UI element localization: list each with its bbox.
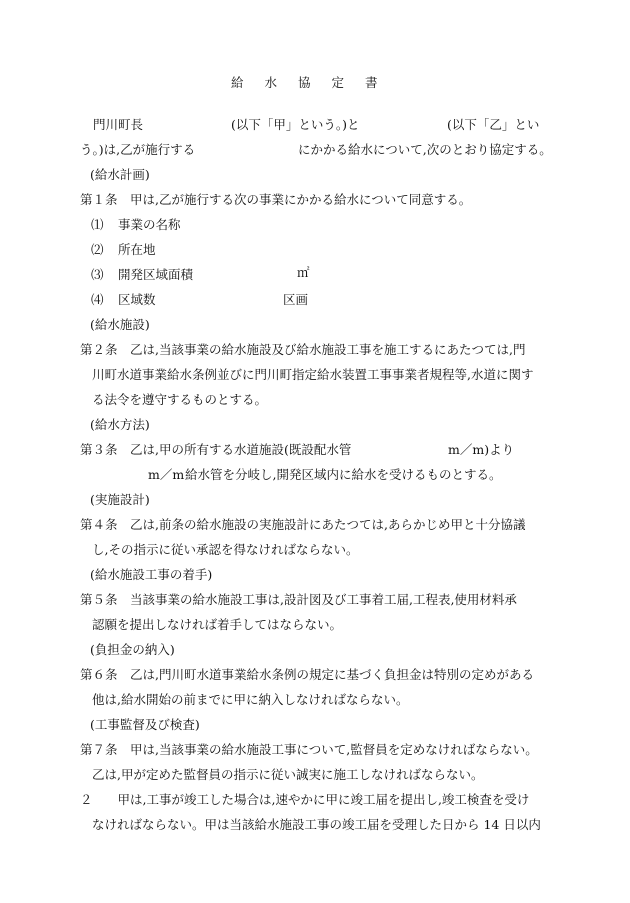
article1-item2-label: 所在地 bbox=[118, 242, 156, 257]
article1-line1: 第１条 甲は,乙が施行する次の事業にかかる給水について同意する。 bbox=[80, 192, 472, 207]
article3-line2-text: 給水管を分岐し,開発区域内に給水を受けるものとする。 bbox=[185, 467, 502, 482]
intro-alias-a: (以下「甲」という。)と bbox=[231, 117, 360, 132]
article1-item4-unit: 区画 bbox=[283, 292, 309, 307]
article7-p2-line2: なければならない。甲は当該給水施設工事の竣工届を受理した日から 14 日以内 bbox=[92, 817, 541, 832]
article6-heading: (負担金の納入) bbox=[90, 642, 175, 657]
article7-p2-line1: ２ 甲は,工事が竣工した場合は,速やかに甲に竣工届を提出し,竣工検査を受け bbox=[80, 792, 530, 807]
article4-heading: (実施設計) bbox=[90, 492, 150, 507]
article3-line1-unit: m／m)より bbox=[448, 442, 515, 457]
article7-line2: 乙は,甲が定めた監督員の指示に従い誠実に施工しなければならない。 bbox=[92, 767, 484, 782]
article5-heading: (給水施設工事の着手) bbox=[90, 567, 213, 582]
intro-alias-b: (以下「乙」とい bbox=[447, 117, 540, 132]
intro-line2-end: にかかる給水について,次のとおり協定する。 bbox=[298, 142, 552, 157]
article6-line2: 他は,給水開始の前までに甲に納入しなければならない。 bbox=[92, 692, 409, 707]
article1-item1-num: ⑴ bbox=[91, 217, 104, 232]
article1-item3-num: ⑶ bbox=[91, 267, 104, 282]
document-title: 給水協定書 bbox=[231, 75, 399, 90]
article4-line1: 第４条 乙は,前条の給水施設の実施設計にあたつては,あらかじめ甲と十分協議 bbox=[80, 517, 526, 532]
article2-line2: 川町水道事業給水条例並びに門川町指定給水装置工事事業者規程等,水道に関す bbox=[92, 367, 534, 382]
article1-item2-num: ⑵ bbox=[91, 242, 104, 257]
article1-item1-label: 事業の名称 bbox=[118, 217, 181, 232]
article5-line1: 第５条 当該事業の給水施設工事は,設計図及び工事着工届,工程表,使用材料承 bbox=[80, 592, 517, 607]
article3-line1-start: 第３条 乙は,甲の所有する水道施設(既設配水管 bbox=[80, 442, 352, 457]
intro-line2-start: う。)は,乙が施行する bbox=[80, 142, 196, 157]
article2-line1: 第２条 乙は,当該事業の給水施設及び給水施設工事を施工するにあたつては,門 bbox=[80, 342, 526, 357]
intro-party-a: 門川町長 bbox=[93, 117, 144, 132]
article1-item3-unit: ㎡ bbox=[297, 265, 310, 280]
article2-line3: る法令を遵守するものとする。 bbox=[92, 392, 268, 407]
article6-line1: 第６条 乙は,門川町水道事業給水条例の規定に基づく負担金は特別の定めがある bbox=[80, 667, 534, 682]
article1-item3-label: 開発区域面積 bbox=[118, 267, 194, 282]
article1-item4-num: ⑷ bbox=[91, 292, 104, 307]
article1-item4-label: 区域数 bbox=[118, 292, 156, 307]
article7-line1: 第７条 甲は,当該事業の給水施設工事について,監督員を定めなければならない。 bbox=[80, 742, 538, 757]
article1-heading: (給水計画) bbox=[90, 167, 150, 182]
article2-heading: (給水施設) bbox=[90, 317, 150, 332]
article7-heading: (工事監督及び検査) bbox=[90, 717, 200, 732]
article5-line2: 認願を提出しなければ着手してはならない。 bbox=[92, 617, 343, 632]
article3-line2-unit: m／m bbox=[148, 467, 185, 482]
article4-line2: し,その指示に従い承認を得なければならない。 bbox=[92, 542, 359, 557]
article3-heading: (給水方法) bbox=[90, 417, 150, 432]
